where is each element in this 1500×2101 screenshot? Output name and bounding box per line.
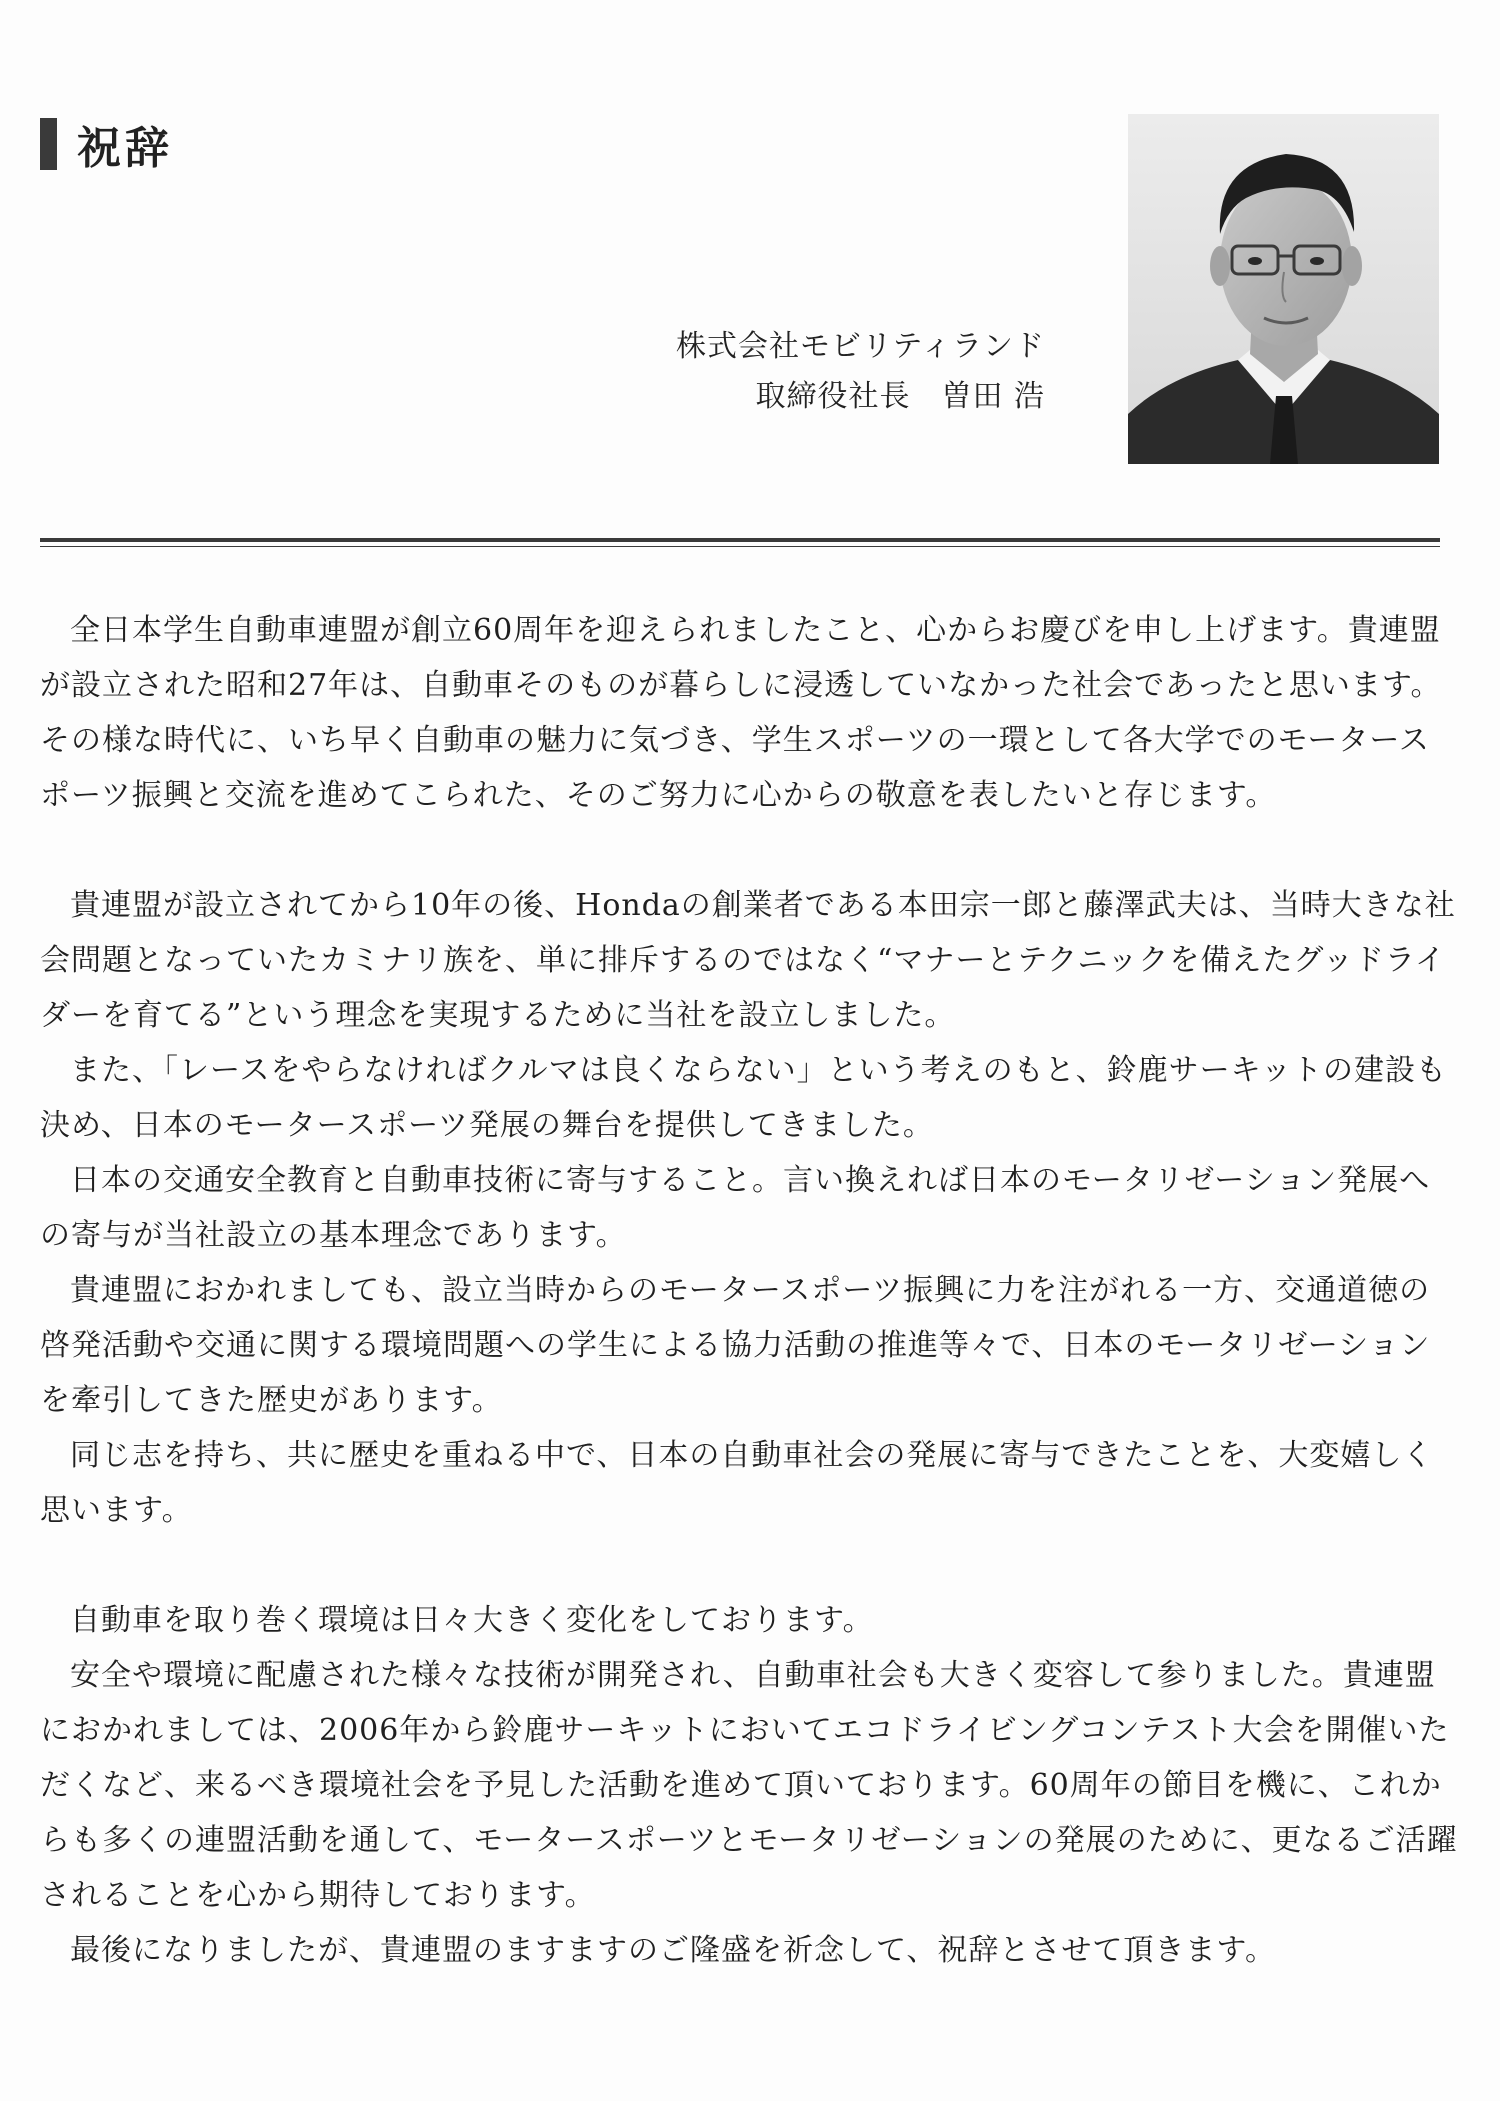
- message-body: [40, 603, 1460, 1978]
- heading-title: 祝辞: [77, 123, 173, 174]
- paragraph-gap: [40, 823, 1460, 878]
- paragraph-4: 日本の交通安全教育と自動車技術に寄与すること。言い換えれば日本のモータリゼーション発展への寄与が当社設立の基本理念であります。: [40, 1163, 1431, 1253]
- paragraph-3: また、「レースをやらなければクルマは良くならない」という考えのもと、鈴鹿サーキットの建設も決め、日本のモータースポーツ発展の舞台を提供してきました。: [40, 1053, 1447, 1143]
- paragraph-6: 同じ志を持ち、共に歴史を重ねる中で、日本の自動車社会の発展に寄与できたことを、大変嬉しく思います。: [40, 1438, 1434, 1528]
- paragraph-2: 貴連盟が設立されてから10年の後、Hondaの創業者である本田宗一郎と藤澤武夫は、当時大きな社会問題となっていたカミナリ族を、単に排斥するのではなく“マナーとテクニックを備えたグッドライダーを育てる”という理念を実現するために当社を設立しました。: [40, 888, 1456, 1033]
- author-title-name: 取締役社長 曽田 浩: [755, 379, 1045, 414]
- paragraph-gap: [40, 1538, 1460, 1593]
- divider-thick: [40, 538, 1440, 542]
- heading-bar-marker: [40, 118, 57, 170]
- portrait-photo: [1128, 114, 1439, 464]
- paragraph-5: 貴連盟におかれましても、設立当時からのモータースポーツ振興に力を注がれる一方、交通道徳の啓発活動や交通に関する環境問題への学生による協力活動の推進等々で、日本のモータリゼーションを牽引してきた歴史があります。: [40, 1273, 1431, 1418]
- paragraph-9: 最後になりましたが、貴連盟のますますのご隆盛を祈念して、祝辞とさせて頂きます。: [70, 1933, 1276, 1968]
- divider-rule: [40, 538, 1440, 547]
- paragraph-8: 安全や環境に配慮された様々な技術が開発され、自動車社会も大きく変容して参りました。貴連盟におかれましては、2006年から鈴鹿サーキットにおいてエコドライビングコンテスト大会を開催いただくなど、来るべき環境社会を予見した活動を進めて頂いております。60周年の節目を機に、これからも多くの連盟活動を通して、モータースポーツとモータリゼーションの発展のために、更なるご活躍されることを心から期待しております。: [40, 1658, 1458, 1913]
- portrait-icon: [1128, 114, 1439, 464]
- section-heading: [40, 112, 173, 176]
- paragraph-1: 全日本学生自動車連盟が創立60周年を迎えられましたこと、心からお慶びを申し上げます。貴連盟が設立された昭和27年は、自動車そのものが暮らしに浸透していなかった社会であったと思います。その様な時代に、いち早く自動車の魅力に気づき、学生スポーツの一環として各大学でのモータースポーツ振興と交流を進めてこられた、そのご努力に心からの敬意を表したいと存じます。: [40, 613, 1442, 813]
- divider-thin: [40, 546, 1440, 547]
- paragraph-7: 自動車を取り巻く環境は日々大きく変化をしております。: [70, 1603, 874, 1638]
- author-block: [676, 322, 1045, 422]
- author-company: 株式会社モビリティランド: [676, 329, 1045, 364]
